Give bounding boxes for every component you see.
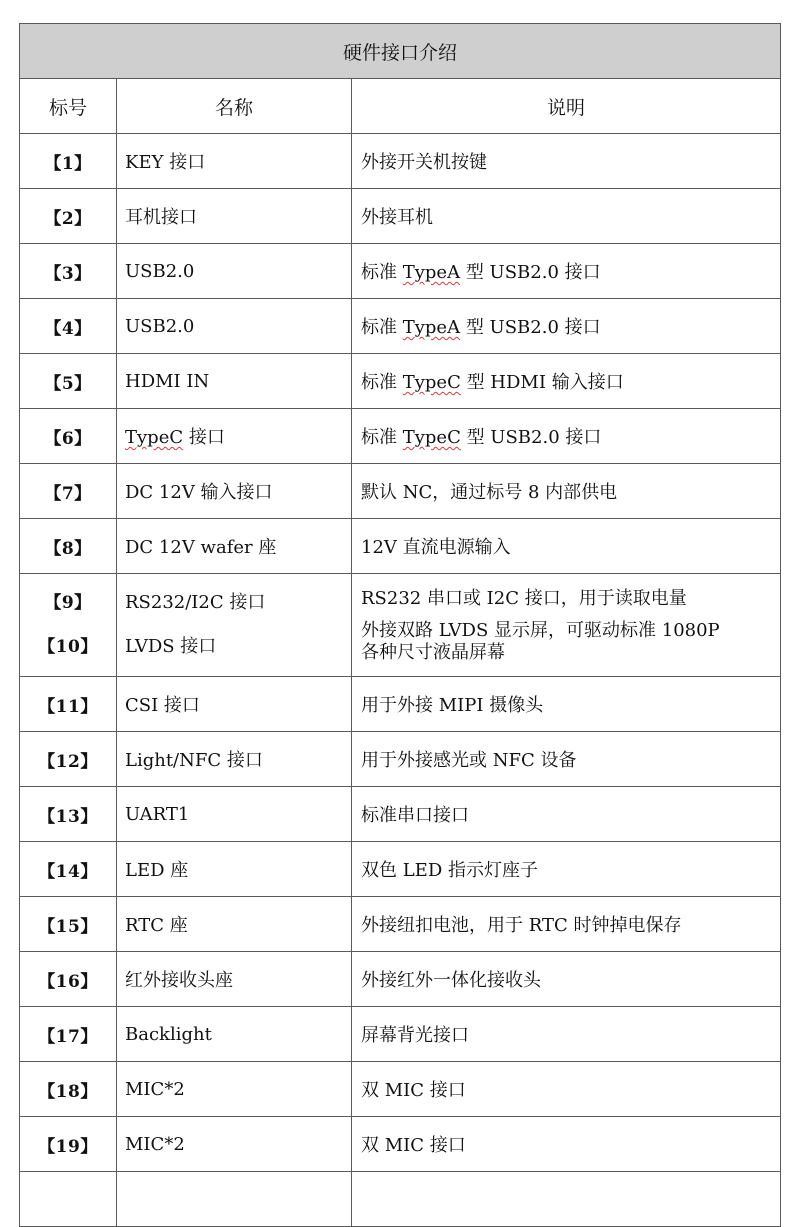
row-desc: [352, 354, 781, 409]
table-row: [20, 732, 781, 787]
row-num-10: 【10】: [38, 637, 98, 657]
row-name: USB2.0: [117, 299, 352, 354]
row-name: KEY 接口: [117, 134, 352, 189]
spellcheck-marked-text: TypeA: [402, 262, 461, 283]
row-name: Light/NFC 接口: [117, 732, 352, 787]
row-desc: 标准串口接口: [352, 787, 781, 842]
row-num-9: 【9】: [44, 593, 92, 613]
row-num: 【1】: [20, 134, 117, 189]
table-row: [20, 952, 781, 1007]
desc-text: 标准: [361, 262, 403, 283]
row-desc: 12V 直流电源输入: [352, 519, 781, 574]
row-name: RTC 座: [117, 897, 352, 952]
row-num: 【13】: [20, 787, 117, 842]
row-name: 耳机接口: [117, 189, 352, 244]
row-name: USB2.0: [117, 244, 352, 299]
row-desc: 外接开关机按键: [352, 134, 781, 189]
row-desc: [352, 299, 781, 354]
row-num: 【4】: [20, 299, 117, 354]
desc-text: 标准: [361, 427, 403, 448]
row-num: 【19】: [20, 1117, 117, 1172]
row-num: 【11】: [20, 677, 117, 732]
row-desc-10: 外接双路 LVDS 显示屏，可驱动标准 1080P: [361, 620, 720, 641]
row-desc-9: RS232 串口或 I2C 接口，用于读取电量: [361, 588, 687, 609]
desc-text: 标准: [361, 372, 403, 393]
table-row: [20, 1007, 781, 1062]
row-desc: [352, 574, 781, 677]
row-name: CSI 接口: [117, 677, 352, 732]
row-num: 【12】: [20, 732, 117, 787]
row-desc: 默认 NC，通过标号 8 内部供电: [352, 464, 781, 519]
table-row: [20, 677, 781, 732]
row-name-10: LVDS 接口: [125, 636, 217, 657]
desc-text: 标准: [361, 317, 403, 338]
table-row: [20, 354, 781, 409]
table-row: [20, 244, 781, 299]
row-name: LED 座: [117, 842, 352, 897]
row-desc-10-cont: 各种尺寸液晶屏幕: [361, 642, 505, 663]
row-desc: [352, 1172, 781, 1227]
row-num: [20, 1172, 117, 1227]
row-desc: 屏幕背光接口: [352, 1007, 781, 1062]
desc-text: 型 USB2.0 接口: [460, 317, 601, 338]
row-num: 【7】: [20, 464, 117, 519]
row-name-9: RS232/I2C 接口: [125, 592, 266, 613]
row-name: DC 12V 输入接口: [117, 464, 352, 519]
row-desc: 外接耳机: [352, 189, 781, 244]
row-name: [117, 409, 352, 464]
table-row: [20, 189, 781, 244]
row-desc: 用于外接 MIPI 摄像头: [352, 677, 781, 732]
table-title: 硬件接口介绍: [20, 24, 781, 79]
row-name: 红外接收头座: [117, 952, 352, 1007]
table-row: [20, 134, 781, 189]
row-name: Backlight: [117, 1007, 352, 1062]
row-name: DC 12V wafer 座: [117, 519, 352, 574]
desc-text: 型 HDMI 输入接口: [460, 372, 624, 393]
name-text: 接口: [183, 427, 225, 448]
row-desc: 双 MIC 接口: [352, 1062, 781, 1117]
row-desc: 用于外接感光或 NFC 设备: [352, 732, 781, 787]
spellcheck-marked-text: TypeC: [402, 372, 461, 393]
table-row: [20, 897, 781, 952]
row-num: 【3】: [20, 244, 117, 299]
hardware-interface-table-container: [19, 23, 780, 1227]
row-num: 【6】: [20, 409, 117, 464]
table-row: [20, 299, 781, 354]
row-name: MIC*2: [117, 1117, 352, 1172]
table-header-row: [20, 79, 781, 134]
row-num: 【8】: [20, 519, 117, 574]
row-num: 【2】: [20, 189, 117, 244]
row-desc: 外接纽扣电池，用于 RTC 时钟掉电保存: [352, 897, 781, 952]
desc-text: 型 USB2.0 接口: [460, 427, 602, 448]
row-name: UART1: [117, 787, 352, 842]
table-row: [20, 842, 781, 897]
spellcheck-marked-text: TypeA: [402, 317, 461, 338]
table-row: [20, 1062, 781, 1117]
row-name: [117, 1172, 352, 1227]
row-num: 【5】: [20, 354, 117, 409]
row-name: MIC*2: [117, 1062, 352, 1117]
spellcheck-marked-text: TypeC: [125, 427, 184, 448]
table-row: [20, 1172, 781, 1227]
row-name: [117, 574, 352, 677]
row-desc: 双色 LED 指示灯座子: [352, 842, 781, 897]
desc-text: 型 USB2.0 接口: [460, 262, 601, 283]
table-row: [20, 1117, 781, 1172]
hardware-interface-table: [19, 23, 781, 1227]
row-num: 【16】: [20, 952, 117, 1007]
row-num: 【17】: [20, 1007, 117, 1062]
row-num: 【15】: [20, 897, 117, 952]
table-row: [20, 464, 781, 519]
row-desc: [352, 409, 781, 464]
table-row: [20, 787, 781, 842]
row-desc: [352, 244, 781, 299]
spellcheck-marked-text: TypeC: [402, 427, 461, 448]
row-desc: 双 MIC 接口: [352, 1117, 781, 1172]
header-name: 名称: [117, 79, 352, 134]
table-row: [20, 519, 781, 574]
row-num: 【18】: [20, 1062, 117, 1117]
row-desc: 外接红外一体化接收头: [352, 952, 781, 1007]
row-num: [20, 574, 117, 677]
row-num: 【14】: [20, 842, 117, 897]
table-title-row: [20, 24, 781, 79]
header-num: 标号: [20, 79, 117, 134]
header-desc: 说明: [352, 79, 781, 134]
row-name: HDMI IN: [117, 354, 352, 409]
table-row: [20, 409, 781, 464]
table-row-merged: [20, 574, 781, 677]
